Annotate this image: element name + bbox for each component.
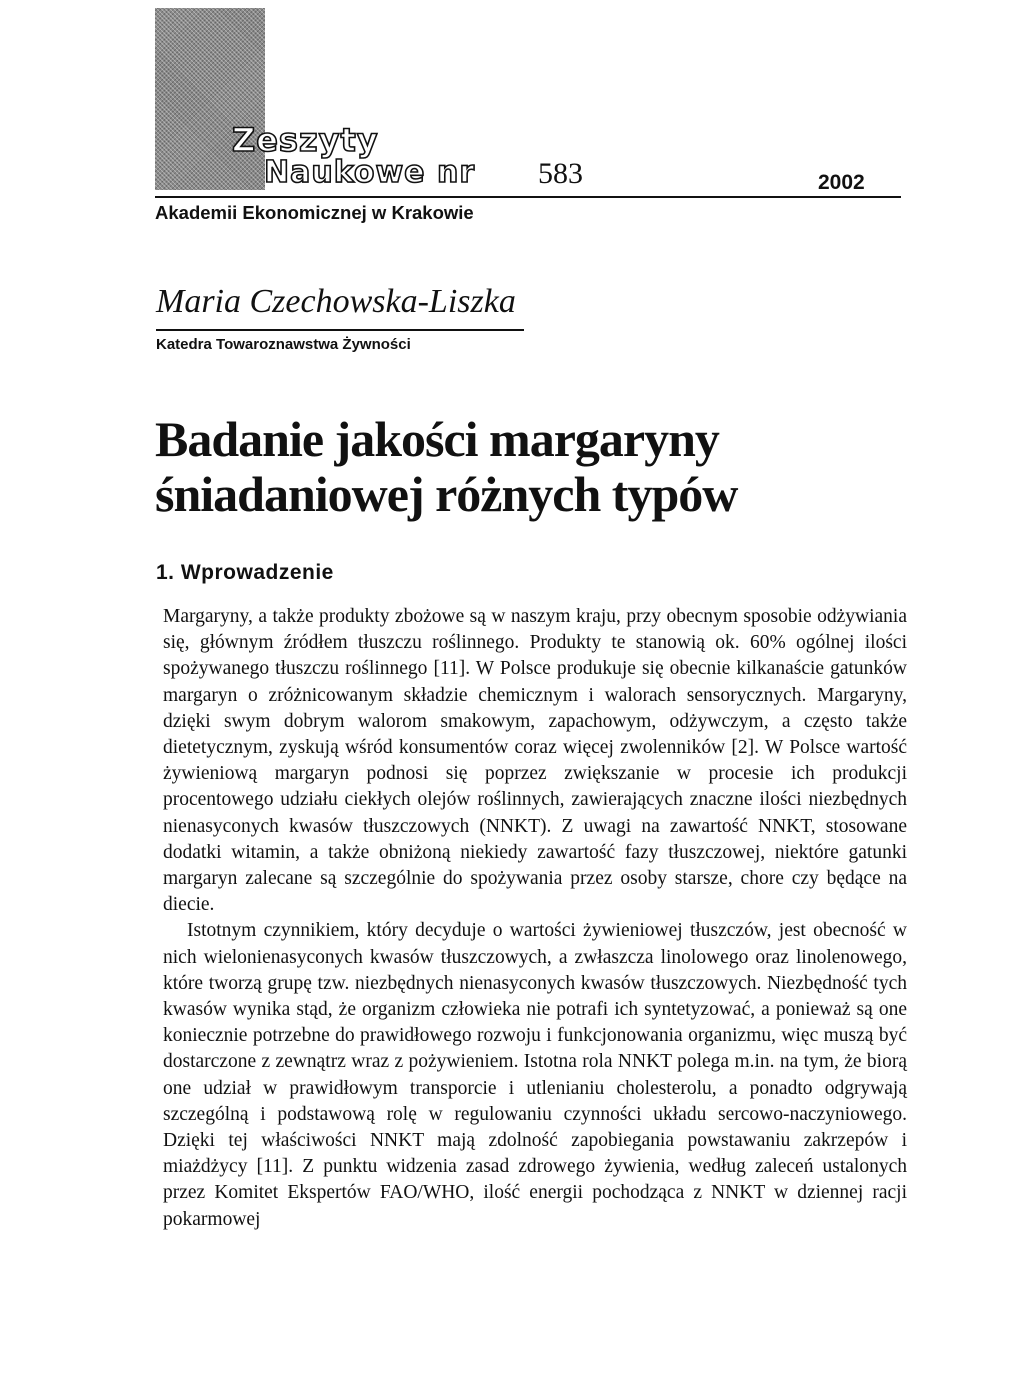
publication-year: 2002 [818,171,865,194]
author-affiliation: Katedra Towaroznawstwa Żywności [156,336,411,353]
journal-logo-block [155,8,265,190]
body-paragraph: Istotnym czynnikiem, który decyduje o wartości żywieniowej tłuszczów, jest obecność w nich wielonienasyconych kwasów tłuszczowych, a zwłaszcza linolowego oraz linolenowego, które tworzą grupę tzw. niezbędnych nienasyconych kwasów tłuszczowych. Niezbędność tych kwasów wynika stąd, że organizm człowieka nie potrafi ich syntetyzować, a ponieważ są one koniecznie potrzebne do prawidłowego rozwoju i funkcjonowania organizmu, więc muszą być dostarczone z zewnątrz wraz z pożywieniem. Istotna rola NNKT polega m.in. na tym, że biorą one udział w prawidłowym transporcie i utlenianiu cholesterolu, a ponadto odgrywają szczególną i podstawową rolę w regulowaniu czynności układu sercowo-naczyniowego. Dzięki tej właściwości NNKT mają zdolność zapobiegania powstawaniu zakrzepów i miażdżycy [11]. Z punktu widzenia zasad zdrowego żywienia, według zaleceń ustalonych przez Komitet Ekspertów FAO/WHO, ilość energii pochodząca z NNKT w dziennej racji pokarmowej [163,920,907,1230]
series-title-line2: Naukowe nr [264,155,476,190]
section-heading: 1. Wprowadzenie [156,561,334,584]
body-paragraph: Margaryny, a także produkty zbożowe są w naszym kraju, przy obecnym sposobie odżywiania się, głównym źródłem tłuszczu roślinnego. Produkty te stanowią ok. 60% ogólnej ilości spożywanego tłuszczu roślinnego [11]. W Polsce produkuje się obecnie kilkanaście gatunków margaryn o zróżnicowanym składzie chemicznym i walorach sensorycznych. Margaryny, dzięki swym dobrym walorom smakowym, zapachowym, odżywczym, a często także dietetycznym, zyskują wśród konsumentów coraz więcej zwolenników [2]. W Polsce wartość żywieniową margaryn podnosi się poprzez zwiększanie w procesie ich produkcji procentowego udziału ciekłych olejów roślinnych, zawierających znaczne ilości niezbędnych nienasyconych kwasów tłuszczowych (NNKT). Z uwagi na zawartość NNKT, stosowane dodatki witamin, a także obniżoną niekiedy zawartość fazy tłuszczowej, niektóre gatunki margaryn zalecane są szczególnie do spożywania przez osoby starsze, chore czy będące na diecie. [163,606,907,916]
article-title-line1: Badanie jakości margaryny [155,411,719,467]
article-body [163,604,907,1233]
author-divider [156,329,524,331]
article-title [155,412,875,522]
series-title-line1: Zeszyty [232,121,379,159]
publisher-name: Akademii Ekonomicznej w Krakowie [155,202,474,223]
header-divider [155,196,901,198]
issue-number: 583 [538,157,583,190]
author-name: Maria Czechowska-Liszka [156,283,516,320]
article-title-line2: śniadaniowej różnych typów [155,466,738,522]
